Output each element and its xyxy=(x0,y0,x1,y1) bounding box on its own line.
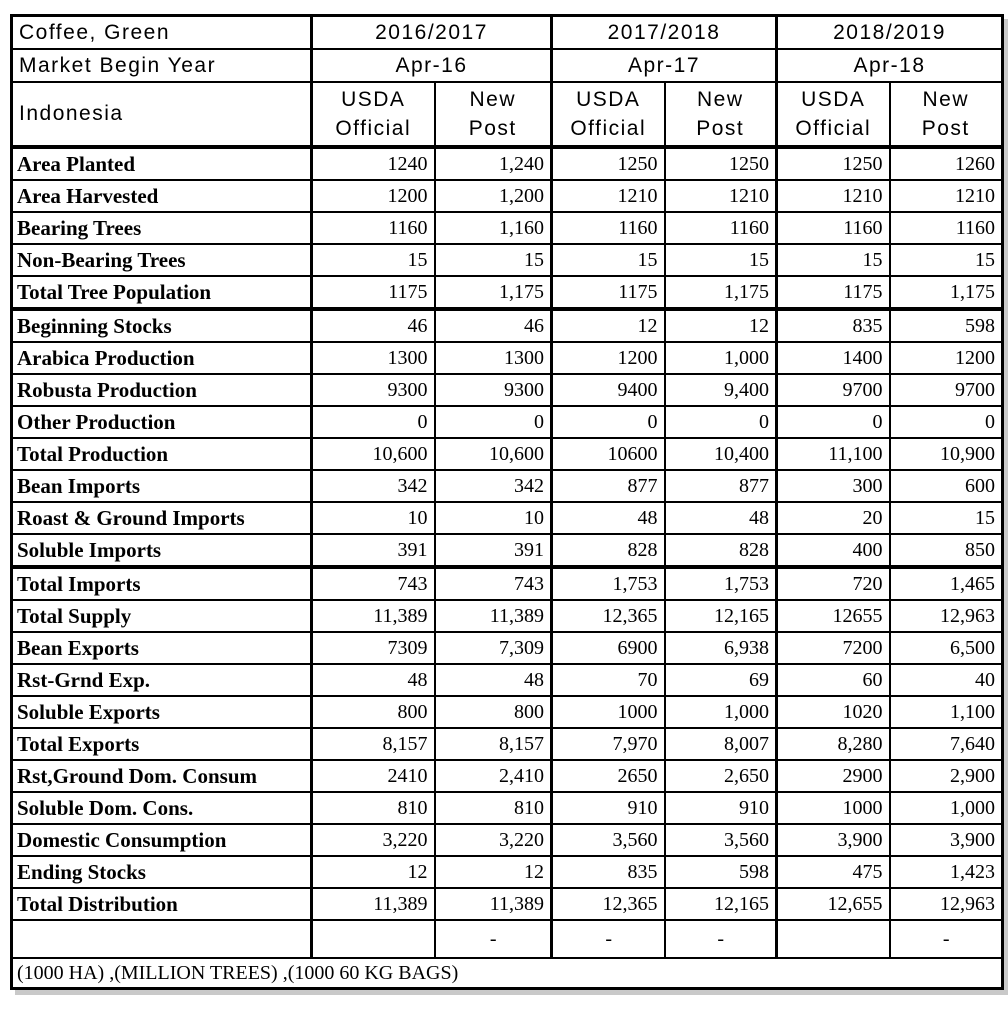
value-cell: 835 xyxy=(552,856,665,888)
table-row xyxy=(12,664,1003,696)
value-cell: 12 xyxy=(435,856,552,888)
value-cell: 12 xyxy=(552,309,665,342)
value-cell: 2410 xyxy=(312,760,435,792)
row-label: Bean Exports xyxy=(12,632,312,664)
value-cell: 1300 xyxy=(435,342,552,374)
value-cell: - xyxy=(552,920,665,958)
value-cell: 1000 xyxy=(552,696,665,728)
value-cell: 12655 xyxy=(777,600,890,632)
col-header-line: Post xyxy=(921,117,970,140)
value-cell: 910 xyxy=(665,792,777,824)
value-cell: - xyxy=(665,920,777,958)
row-label: Soluble Exports xyxy=(12,696,312,728)
value-cell: 1260 xyxy=(890,147,1003,180)
value-cell: 0 xyxy=(552,406,665,438)
value-cell: 11,389 xyxy=(435,888,552,920)
value-cell: 15 xyxy=(312,244,435,276)
table-row xyxy=(12,470,1003,502)
value-cell: 0 xyxy=(665,406,777,438)
value-cell: 46 xyxy=(312,309,435,342)
row-label: Robusta Production xyxy=(12,374,312,406)
value-cell: 835 xyxy=(777,309,890,342)
value-cell: 810 xyxy=(312,792,435,824)
value-cell: 48 xyxy=(435,664,552,696)
value-cell: 1160 xyxy=(665,212,777,244)
row-label: Total Production xyxy=(12,438,312,470)
value-cell: 342 xyxy=(435,470,552,502)
value-cell: 12 xyxy=(665,309,777,342)
table-row xyxy=(12,567,1003,600)
value-cell: 8,157 xyxy=(312,728,435,760)
value-cell: 6,938 xyxy=(665,632,777,664)
value-cell: 2,410 xyxy=(435,760,552,792)
col-header-line: Post xyxy=(696,117,745,140)
value-cell: 3,220 xyxy=(435,824,552,856)
row-label: Beginning Stocks xyxy=(12,309,312,342)
value-cell: 1,175 xyxy=(435,276,552,309)
value-cell: 11,389 xyxy=(435,600,552,632)
value-cell: 60 xyxy=(777,664,890,696)
units-footer-row xyxy=(12,958,1003,989)
value-cell: 15 xyxy=(777,244,890,276)
col-header-usda-official-1 xyxy=(312,82,435,147)
commodity-title: Coffee, Green xyxy=(12,16,312,50)
table-row xyxy=(12,920,1003,958)
value-cell: 69 xyxy=(665,664,777,696)
col-header-line: USDA xyxy=(801,88,866,111)
value-cell: 1240 xyxy=(312,147,435,180)
value-cell: 15 xyxy=(890,502,1003,534)
table-row xyxy=(12,406,1003,438)
row-label: Total Distribution xyxy=(12,888,312,920)
value-cell: 1400 xyxy=(777,342,890,374)
value-cell: 1000 xyxy=(777,792,890,824)
value-cell: 15 xyxy=(552,244,665,276)
row-label: Bearing Trees xyxy=(12,212,312,244)
value-cell: 1,100 xyxy=(890,696,1003,728)
value-cell: 7,970 xyxy=(552,728,665,760)
row-label: Rst,Ground Dom. Consum xyxy=(12,760,312,792)
value-cell: 1,200 xyxy=(435,180,552,212)
value-cell: 1210 xyxy=(890,180,1003,212)
col-header-line: Official xyxy=(795,117,872,140)
value-cell: 10 xyxy=(435,502,552,534)
value-cell: 9400 xyxy=(552,374,665,406)
value-cell: 342 xyxy=(312,470,435,502)
col-header-new-post-2 xyxy=(665,82,777,147)
value-cell: 15 xyxy=(665,244,777,276)
value-cell: 3,560 xyxy=(665,824,777,856)
value-cell: 1210 xyxy=(665,180,777,212)
value-cell: 0 xyxy=(777,406,890,438)
value-cell: 15 xyxy=(890,244,1003,276)
value-cell: 1250 xyxy=(665,147,777,180)
table-row xyxy=(12,760,1003,792)
header-row-columns xyxy=(12,82,1003,147)
row-label: Rst-Grnd Exp. xyxy=(12,664,312,696)
row-label: Ending Stocks xyxy=(12,856,312,888)
value-cell: 1,175 xyxy=(665,276,777,309)
value-cell: 10600 xyxy=(552,438,665,470)
table-row xyxy=(12,856,1003,888)
value-cell: 877 xyxy=(665,470,777,502)
value-cell: 810 xyxy=(435,792,552,824)
value-cell: 2650 xyxy=(552,760,665,792)
table-row xyxy=(12,600,1003,632)
value-cell: 10,400 xyxy=(665,438,777,470)
table-row xyxy=(12,276,1003,309)
row-label: Soluble Dom. Cons. xyxy=(12,792,312,824)
value-cell xyxy=(312,920,435,958)
value-cell: 1160 xyxy=(890,212,1003,244)
row-label: Area Planted xyxy=(12,147,312,180)
col-header-line: Official xyxy=(570,117,647,140)
col-header-new-post-3 xyxy=(890,82,1003,147)
value-cell: 2,900 xyxy=(890,760,1003,792)
value-cell: 800 xyxy=(312,696,435,728)
psd-commodity-table xyxy=(10,14,1004,990)
table-row xyxy=(12,696,1003,728)
row-label: Total Supply xyxy=(12,600,312,632)
row-label: Area Harvested xyxy=(12,180,312,212)
value-cell: 800 xyxy=(435,696,552,728)
col-header-line: USDA xyxy=(576,88,641,111)
value-cell: 12,165 xyxy=(665,888,777,920)
value-cell: 1175 xyxy=(312,276,435,309)
value-cell: 1020 xyxy=(777,696,890,728)
value-cell: 20 xyxy=(777,502,890,534)
value-cell: 828 xyxy=(552,534,665,567)
value-cell: 910 xyxy=(552,792,665,824)
row-label: Total Tree Population xyxy=(12,276,312,309)
row-label: Soluble Imports xyxy=(12,534,312,567)
col-header-line: USDA xyxy=(341,88,406,111)
col-header-line: Official xyxy=(335,117,412,140)
value-cell: 7200 xyxy=(777,632,890,664)
value-cell: 598 xyxy=(665,856,777,888)
market-begin-2016: Apr-16 xyxy=(312,49,552,82)
value-cell: - xyxy=(890,920,1003,958)
value-cell: 12,963 xyxy=(890,600,1003,632)
value-cell: 1,423 xyxy=(890,856,1003,888)
value-cell: - xyxy=(435,920,552,958)
value-cell: 12,165 xyxy=(665,600,777,632)
value-cell: 15 xyxy=(435,244,552,276)
table-row xyxy=(12,212,1003,244)
value-cell: 1200 xyxy=(890,342,1003,374)
year-header-2018-2019: 2018/2019 xyxy=(777,16,1003,50)
value-cell: 1210 xyxy=(777,180,890,212)
table-row xyxy=(12,374,1003,406)
value-cell: 850 xyxy=(890,534,1003,567)
value-cell: 12,365 xyxy=(552,888,665,920)
value-cell: 0 xyxy=(890,406,1003,438)
table-row xyxy=(12,534,1003,567)
col-header-usda-official-3 xyxy=(777,82,890,147)
value-cell: 11,389 xyxy=(312,600,435,632)
row-label: Arabica Production xyxy=(12,342,312,374)
value-cell: 1,000 xyxy=(665,342,777,374)
value-cell: 3,220 xyxy=(312,824,435,856)
value-cell: 1210 xyxy=(552,180,665,212)
value-cell: 1300 xyxy=(312,342,435,374)
value-cell: 40 xyxy=(890,664,1003,696)
table-row xyxy=(12,824,1003,856)
value-cell: 10,900 xyxy=(890,438,1003,470)
row-label: Domestic Consumption xyxy=(12,824,312,856)
table-row xyxy=(12,888,1003,920)
value-cell: 11,389 xyxy=(312,888,435,920)
table-row xyxy=(12,502,1003,534)
value-cell: 1160 xyxy=(777,212,890,244)
table-row xyxy=(12,309,1003,342)
value-cell: 1160 xyxy=(552,212,665,244)
table-row xyxy=(12,147,1003,180)
row-label: Non-Bearing Trees xyxy=(12,244,312,276)
col-header-line: New xyxy=(469,88,516,111)
value-cell: 600 xyxy=(890,470,1003,502)
value-cell: 9700 xyxy=(777,374,890,406)
value-cell: 1,000 xyxy=(665,696,777,728)
units-footer: (1000 HA) ,(MILLION TREES) ,(1000 60 KG BAGS) xyxy=(12,958,1003,989)
value-cell: 11,100 xyxy=(777,438,890,470)
value-cell: 48 xyxy=(552,502,665,534)
value-cell: 877 xyxy=(552,470,665,502)
value-cell: 9,400 xyxy=(665,374,777,406)
value-cell: 9700 xyxy=(890,374,1003,406)
value-cell: 8,157 xyxy=(435,728,552,760)
value-cell: 70 xyxy=(552,664,665,696)
table-body xyxy=(12,147,1003,958)
value-cell: 720 xyxy=(777,567,890,600)
country-label: Indonesia xyxy=(12,82,312,147)
value-cell: 3,900 xyxy=(890,824,1003,856)
value-cell: 1,175 xyxy=(890,276,1003,309)
value-cell: 391 xyxy=(312,534,435,567)
value-cell: 10,600 xyxy=(312,438,435,470)
year-header-2016-2017: 2016/2017 xyxy=(312,16,552,50)
market-begin-2017: Apr-17 xyxy=(552,49,777,82)
header-row-market-begin xyxy=(12,49,1003,82)
value-cell: 12,655 xyxy=(777,888,890,920)
col-header-line: New xyxy=(696,88,744,111)
col-header-usda-official-2 xyxy=(552,82,665,147)
value-cell: 598 xyxy=(890,309,1003,342)
value-cell: 0 xyxy=(435,406,552,438)
value-cell: 10,600 xyxy=(435,438,552,470)
row-label: Roast & Ground Imports xyxy=(12,502,312,534)
value-cell: 3,900 xyxy=(777,824,890,856)
value-cell: 743 xyxy=(435,567,552,600)
value-cell: 1250 xyxy=(552,147,665,180)
value-cell: 1200 xyxy=(312,180,435,212)
value-cell: 1200 xyxy=(552,342,665,374)
value-cell: 6,500 xyxy=(890,632,1003,664)
value-cell: 1,000 xyxy=(890,792,1003,824)
value-cell: 9300 xyxy=(312,374,435,406)
value-cell: 2900 xyxy=(777,760,890,792)
value-cell: 7,640 xyxy=(890,728,1003,760)
market-begin-label: Market Begin Year xyxy=(12,49,312,82)
value-cell: 1175 xyxy=(552,276,665,309)
value-cell: 7309 xyxy=(312,632,435,664)
row-label: Other Production xyxy=(12,406,312,438)
value-cell: 1,160 xyxy=(435,212,552,244)
value-cell: 1160 xyxy=(312,212,435,244)
col-header-line: New xyxy=(922,88,969,111)
value-cell: 400 xyxy=(777,534,890,567)
value-cell: 1,465 xyxy=(890,567,1003,600)
value-cell: 3,560 xyxy=(552,824,665,856)
value-cell: 12,365 xyxy=(552,600,665,632)
value-cell: 300 xyxy=(777,470,890,502)
value-cell: 8,007 xyxy=(665,728,777,760)
table-row xyxy=(12,180,1003,212)
value-cell: 1175 xyxy=(777,276,890,309)
value-cell: 475 xyxy=(777,856,890,888)
value-cell: 828 xyxy=(665,534,777,567)
value-cell: 1250 xyxy=(777,147,890,180)
table-row xyxy=(12,632,1003,664)
value-cell: 743 xyxy=(312,567,435,600)
value-cell: 12,963 xyxy=(890,888,1003,920)
value-cell: 1,753 xyxy=(552,567,665,600)
col-header-new-post-1 xyxy=(435,82,552,147)
market-begin-2018: Apr-18 xyxy=(777,49,1003,82)
header-row-commodity xyxy=(12,16,1003,50)
value-cell: 12 xyxy=(312,856,435,888)
row-label: Total Imports xyxy=(12,567,312,600)
value-cell: 6900 xyxy=(552,632,665,664)
value-cell xyxy=(777,920,890,958)
value-cell: 9300 xyxy=(435,374,552,406)
table-row xyxy=(12,792,1003,824)
row-label xyxy=(12,920,312,958)
value-cell: 2,650 xyxy=(665,760,777,792)
value-cell: 7,309 xyxy=(435,632,552,664)
table-row xyxy=(12,728,1003,760)
value-cell: 391 xyxy=(435,534,552,567)
row-label: Bean Imports xyxy=(12,470,312,502)
table-row xyxy=(12,438,1003,470)
year-header-2017-2018: 2017/2018 xyxy=(552,16,777,50)
value-cell: 48 xyxy=(665,502,777,534)
value-cell: 46 xyxy=(435,309,552,342)
value-cell: 1,240 xyxy=(435,147,552,180)
value-cell: 1,753 xyxy=(665,567,777,600)
value-cell: 0 xyxy=(312,406,435,438)
value-cell: 8,280 xyxy=(777,728,890,760)
table-row xyxy=(12,244,1003,276)
value-cell: 10 xyxy=(312,502,435,534)
table-row xyxy=(12,342,1003,374)
value-cell: 48 xyxy=(312,664,435,696)
row-label: Total Exports xyxy=(12,728,312,760)
col-header-line: Post xyxy=(468,117,517,140)
